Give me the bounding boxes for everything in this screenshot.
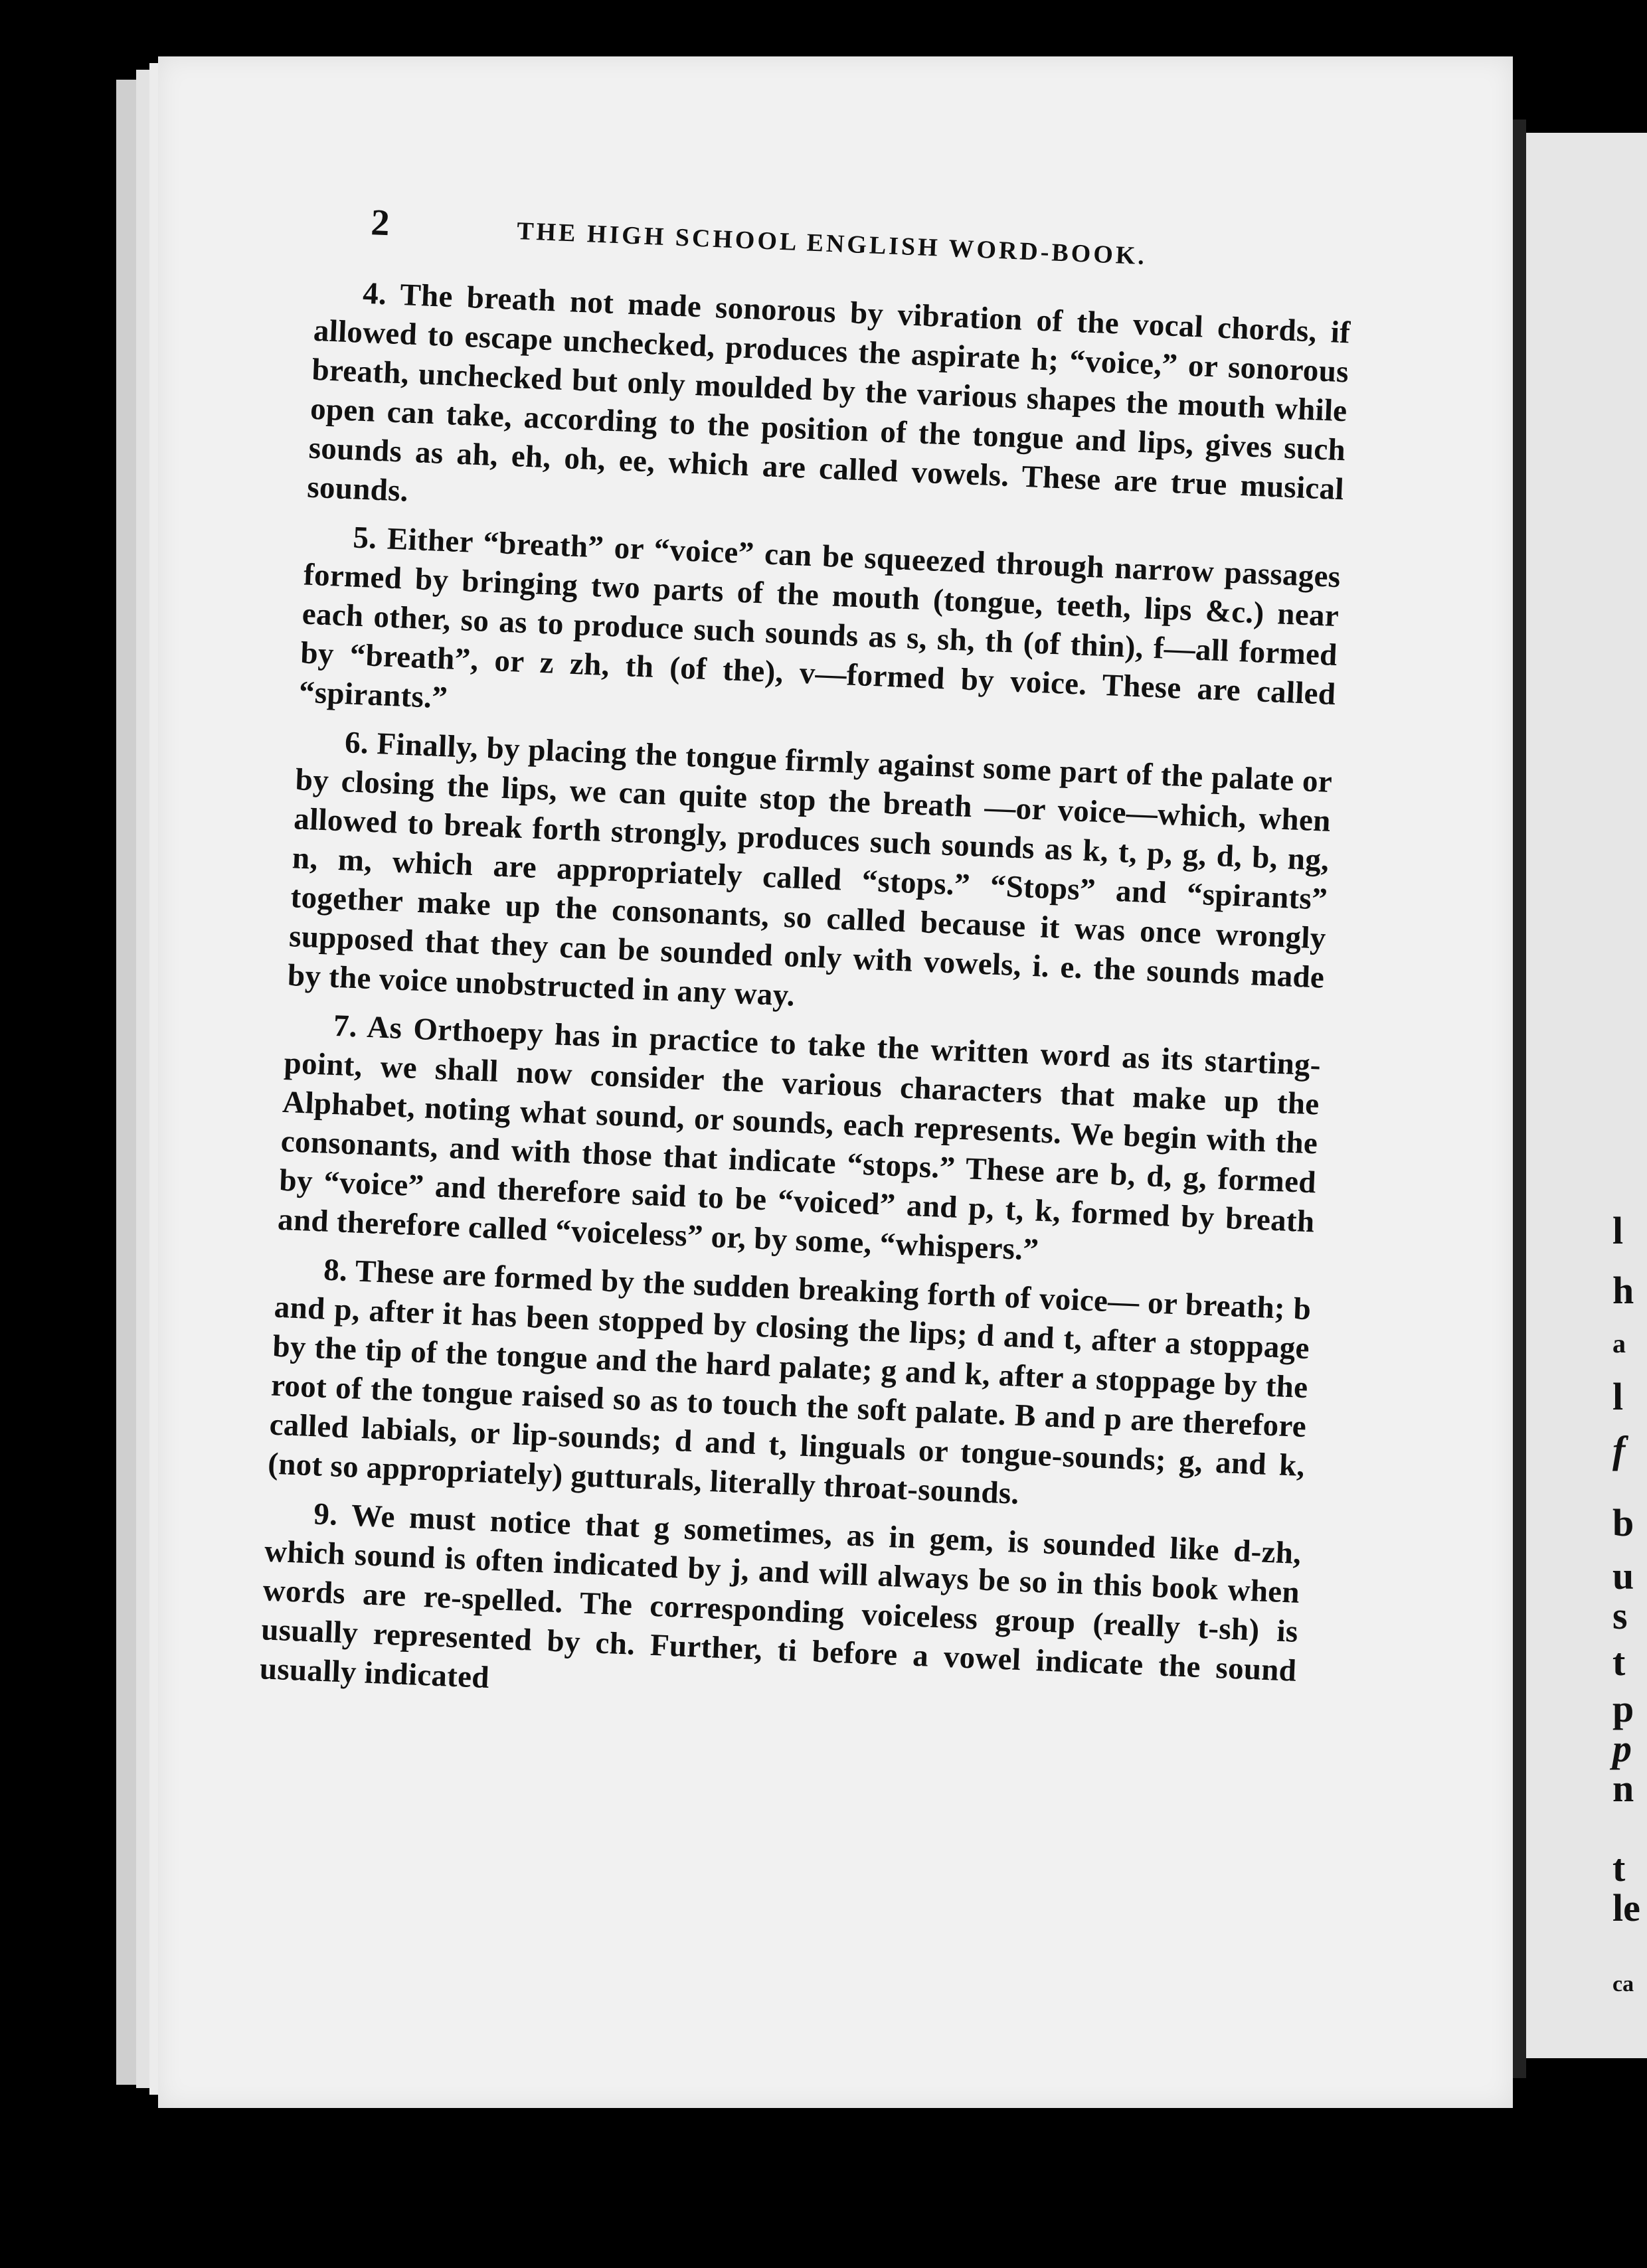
page-content <box>258 199 1353 1740</box>
paragraph-4: 4. The breath not made sonorous by vibration of the vocal chords, if allowed to escape unchecked, produces the aspirate h; “voice,” or sonorous breath, unchecked but only moulded by the various shapes the mouth while open can take, according to the position of the tongue and lips, gives such sounds as ah, eh, oh, ee, which are called vowels. These are true musical sounds. <box>306 276 1351 509</box>
facing-page-fragment: l <box>1612 1375 1624 1418</box>
facing-page-fragment: t <box>1612 1641 1626 1684</box>
facing-page-fragment: le <box>1612 1886 1640 1929</box>
paragraph-9: 9. We must notice that g sometimes, as in gem, is sounded like d-zh, which sound is often indicated by j, and will always be so in this book when words are re-spelled. The corresponding voiceless group (really t-sh) is usually represented by ch. Further, ti before a vowel indicate the sound usually indicated <box>259 1497 1302 1696</box>
facing-page-fragment: u <box>1612 1554 1634 1597</box>
page-number: 2 <box>370 202 390 244</box>
facing-page-fragment: t <box>1612 1846 1626 1890</box>
facing-page-fragment: f <box>1612 1428 1626 1471</box>
facing-page-fragment: n <box>1612 1767 1634 1810</box>
paragraph-8: 8. These are formed by the sudden breaking forth of voice— or breath; b and p, after it has been stopped by closing the lips; d and t, after a stoppage by the tip of the tongue and the hard palate; g and k, after a stoppage by the root of the tongue raised so as to touch the soft palate. B and p are therefore called labials, or lip-sounds; d and t, linguals or tongue-sounds; g, and k, (not so appropriately) gutturals, literally throat-sounds. <box>267 1252 1312 1511</box>
paragraph-5: 5. Either “breath” or “voice” can be squeezed through narrow passages formed by bringing two parts of the mouth (tongue, teeth, lips &c.) near each other, so as to produce such sounds as s, sh, th (of thin), f—all formed by “breath”, or z zh, th (of the), v—formed by voice. These are called “spirants.” <box>298 520 1342 716</box>
facing-page-fragment: l <box>1612 1209 1624 1252</box>
facing-page <box>1526 133 1647 2058</box>
facing-page-fragment: a <box>1612 1329 1626 1358</box>
facing-page-fragment: s <box>1612 1594 1628 1637</box>
book-gutter <box>1513 120 1526 2078</box>
facing-page-fragment: p <box>1612 1687 1634 1730</box>
running-head: THE HIGH SCHOOL ENGLISH WORD-BOOK. <box>516 217 1148 271</box>
paragraph-6: 6. Finally, by placing the tongue firmly against some part of the palate or by closing the lips, we can quite stop the breath —or voice—which, when allowed to break forth strongly, produces such sounds as k, t, p, g, d, b, ng, n, m, which are appropriately called “stops.” “Stops” and “spirants” together make up the consonants, so called because it was once wrongly supposed that they can be sounded only with vowels, i. e. the sounds made by the voice unobstructed in any way. <box>287 725 1334 1013</box>
paragraph-7: 7. As Orthoepy has in practice to take the written word as its starting-point, we shall now consider the various characters that make up the Alphabet, noting what sound, or sounds, each represents. We begin with the consonants, and with those that indicate “stops.” These are b, d, g, formed by “voice” and therefore said to be “voiced” and p, t, k, formed by breath and therefore called “voiceless” or, by some, “whispers.” <box>277 1008 1322 1267</box>
facing-page-fragment: p <box>1612 1727 1632 1770</box>
facing-page-fragment: b <box>1612 1501 1634 1544</box>
facing-page-fragment: ca <box>1612 1972 1634 1996</box>
facing-page-fragment: h <box>1612 1269 1634 1312</box>
